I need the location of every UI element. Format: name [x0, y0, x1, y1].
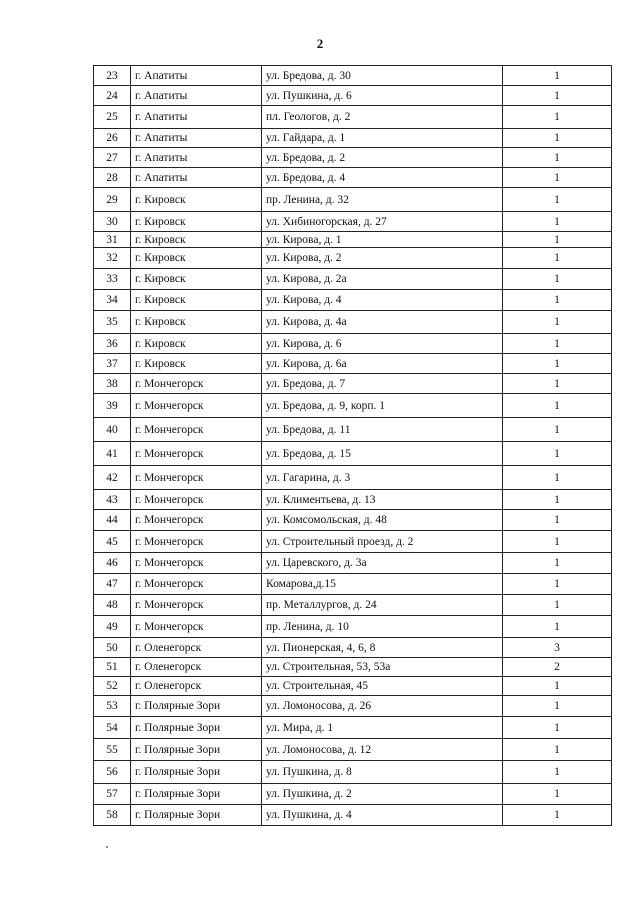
table-row: [94, 374, 612, 394]
table-row: [94, 638, 612, 658]
address-cell: Комарова,д.15: [262, 574, 503, 595]
table-row: [94, 805, 612, 826]
count-cell: 1: [503, 334, 612, 354]
row-number-cell: 27: [94, 148, 131, 168]
city-cell: г. Кировск: [131, 334, 262, 354]
address-cell: ул. Царевского, д. 3а: [262, 553, 503, 574]
row-number-cell: 36: [94, 334, 131, 354]
address-cell: ул. Кирова, д. 4: [262, 290, 503, 311]
address-cell: ул. Бредова, д. 11: [262, 418, 503, 442]
address-cell: пр. Ленина, д. 10: [262, 616, 503, 638]
city-cell: г. Мончегорск: [131, 394, 262, 418]
table-row: [94, 66, 612, 86]
count-cell: 1: [503, 805, 612, 826]
city-cell: г. Кировск: [131, 232, 262, 248]
city-cell: г. Мончегорск: [131, 574, 262, 595]
row-number-cell: 56: [94, 761, 131, 784]
address-cell: пр. Ленина, д. 32: [262, 188, 503, 212]
table-row: [94, 784, 612, 805]
row-number-cell: 51: [94, 658, 131, 677]
count-cell: 1: [503, 106, 612, 129]
address-cell: ул. Кирова, д. 6а: [262, 354, 503, 374]
city-cell: г. Полярные Зори: [131, 696, 262, 717]
row-number-cell: 40: [94, 418, 131, 442]
row-number-cell: 47: [94, 574, 131, 595]
row-number-cell: 31: [94, 232, 131, 248]
count-cell: 1: [503, 442, 612, 466]
row-number-cell: 39: [94, 394, 131, 418]
table-row: [94, 490, 612, 510]
table-row: [94, 129, 612, 148]
address-cell: ул. Бредова, д. 15: [262, 442, 503, 466]
row-number-cell: 45: [94, 531, 131, 553]
city-cell: г. Кировск: [131, 290, 262, 311]
address-cell: ул. Кирова, д. 2а: [262, 269, 503, 290]
row-number-cell: 54: [94, 717, 131, 739]
row-number-cell: 44: [94, 510, 131, 531]
address-cell: ул. Пушкина, д. 4: [262, 805, 503, 826]
address-cell: ул. Пушкина, д. 6: [262, 86, 503, 106]
table-row: [94, 394, 612, 418]
address-cell: ул. Кирова, д. 1: [262, 232, 503, 248]
count-cell: 1: [503, 761, 612, 784]
city-cell: г. Кировск: [131, 269, 262, 290]
city-cell: г. Мончегорск: [131, 418, 262, 442]
table-row: [94, 466, 612, 490]
row-number-cell: 29: [94, 188, 131, 212]
address-cell: пл. Геологов, д. 2: [262, 106, 503, 129]
count-cell: 1: [503, 739, 612, 761]
address-cell: ул. Строительная, 45: [262, 677, 503, 696]
count-cell: 2: [503, 658, 612, 677]
row-number-cell: 32: [94, 248, 131, 269]
address-cell: ул. Строительная, 53, 53а: [262, 658, 503, 677]
table-row: [94, 658, 612, 677]
address-cell: ул. Гагарина, д. 3: [262, 466, 503, 490]
table-row: [94, 354, 612, 374]
count-cell: 1: [503, 595, 612, 616]
row-number-cell: 37: [94, 354, 131, 374]
row-number-cell: 49: [94, 616, 131, 638]
city-cell: г. Полярные Зори: [131, 761, 262, 784]
address-cell: пр. Металлургов, д. 24: [262, 595, 503, 616]
count-cell: 1: [503, 66, 612, 86]
row-number-cell: 34: [94, 290, 131, 311]
address-cell: ул. Мира, д. 1: [262, 717, 503, 739]
address-cell: ул. Кирова, д. 6: [262, 334, 503, 354]
table-row: [94, 232, 612, 248]
address-cell: ул. Комсомольская, д. 48: [262, 510, 503, 531]
city-cell: г. Мончегорск: [131, 442, 262, 466]
count-cell: 1: [503, 374, 612, 394]
city-cell: г. Оленегорск: [131, 638, 262, 658]
count-cell: 1: [503, 212, 612, 232]
table-row: [94, 677, 612, 696]
table-row: [94, 717, 612, 739]
city-cell: г. Оленегорск: [131, 677, 262, 696]
city-cell: г. Полярные Зори: [131, 805, 262, 826]
address-cell: ул. Климентьева, д. 13: [262, 490, 503, 510]
city-cell: г. Кировск: [131, 248, 262, 269]
address-cell: ул. Гайдара, д. 1: [262, 129, 503, 148]
row-number-cell: 57: [94, 784, 131, 805]
table-row: [94, 269, 612, 290]
address-cell: ул. Ломоносова, д. 26: [262, 696, 503, 717]
count-cell: 1: [503, 616, 612, 638]
address-cell: ул. Кирова, д. 4а: [262, 311, 503, 334]
city-cell: г. Мончегорск: [131, 490, 262, 510]
address-cell: ул. Пушкина, д. 2: [262, 784, 503, 805]
city-cell: г. Апатиты: [131, 106, 262, 129]
row-number-cell: 25: [94, 106, 131, 129]
address-cell: ул. Бредова, д. 30: [262, 66, 503, 86]
city-cell: г. Мончегорск: [131, 616, 262, 638]
count-cell: 1: [503, 290, 612, 311]
city-cell: г. Апатиты: [131, 168, 262, 188]
row-number-cell: 35: [94, 311, 131, 334]
table-row: [94, 442, 612, 466]
city-cell: г. Мончегорск: [131, 553, 262, 574]
count-cell: 1: [503, 232, 612, 248]
count-cell: 1: [503, 188, 612, 212]
city-cell: г. Апатиты: [131, 86, 262, 106]
city-cell: г. Полярные Зори: [131, 717, 262, 739]
row-number-cell: 38: [94, 374, 131, 394]
address-cell: ул. Бредова, д. 9, корп. 1: [262, 394, 503, 418]
city-cell: г. Мончегорск: [131, 595, 262, 616]
table-row: [94, 290, 612, 311]
count-cell: 1: [503, 269, 612, 290]
row-number-cell: 28: [94, 168, 131, 188]
address-cell: ул. Бредова, д. 2: [262, 148, 503, 168]
table-row: [94, 418, 612, 442]
table-row: [94, 248, 612, 269]
table-row: [94, 531, 612, 553]
address-cell: ул. Пушкина, д. 8: [262, 761, 503, 784]
table-row: [94, 696, 612, 717]
city-cell: г. Кировск: [131, 212, 262, 232]
address-cell: ул. Строительный проезд, д. 2: [262, 531, 503, 553]
address-cell: ул. Пионерская, 4, 6, 8: [262, 638, 503, 658]
city-cell: г. Апатиты: [131, 148, 262, 168]
address-cell: ул. Бредова, д. 7: [262, 374, 503, 394]
table-row: [94, 334, 612, 354]
table-row: [94, 212, 612, 232]
count-cell: 1: [503, 574, 612, 595]
count-cell: 1: [503, 553, 612, 574]
table-row: [94, 148, 612, 168]
city-cell: г. Полярные Зори: [131, 784, 262, 805]
page-number: 2: [316, 36, 324, 51]
count-cell: 1: [503, 510, 612, 531]
count-cell: 1: [503, 148, 612, 168]
count-cell: 1: [503, 696, 612, 717]
table-row: [94, 574, 612, 595]
count-cell: 1: [503, 168, 612, 188]
row-number-cell: 55: [94, 739, 131, 761]
city-cell: г. Оленегорск: [131, 658, 262, 677]
row-number-cell: 30: [94, 212, 131, 232]
city-cell: г. Мончегорск: [131, 466, 262, 490]
row-number-cell: 23: [94, 66, 131, 86]
address-cell: ул. Хибиногорская, д. 27: [262, 212, 503, 232]
city-cell: г. Кировск: [131, 311, 262, 334]
table-row: [94, 311, 612, 334]
table-row: [94, 188, 612, 212]
city-cell: г. Апатиты: [131, 66, 262, 86]
row-number-cell: 26: [94, 129, 131, 148]
table-row: [94, 106, 612, 129]
row-number-cell: 33: [94, 269, 131, 290]
city-cell: г. Мончегорск: [131, 531, 262, 553]
city-cell: г. Кировск: [131, 188, 262, 212]
city-cell: г. Кировск: [131, 354, 262, 374]
row-number-cell: 41: [94, 442, 131, 466]
count-cell: 1: [503, 129, 612, 148]
count-cell: 1: [503, 784, 612, 805]
row-number-cell: 50: [94, 638, 131, 658]
count-cell: 1: [503, 466, 612, 490]
count-cell: 1: [503, 248, 612, 269]
row-number-cell: 53: [94, 696, 131, 717]
row-number-cell: 46: [94, 553, 131, 574]
row-number-cell: 48: [94, 595, 131, 616]
table-row: [94, 168, 612, 188]
count-cell: 1: [503, 418, 612, 442]
city-cell: г. Мончегорск: [131, 510, 262, 531]
address-cell: ул. Ломоносова, д. 12: [262, 739, 503, 761]
address-cell: ул. Кирова, д. 2: [262, 248, 503, 269]
city-cell: г. Полярные Зори: [131, 739, 262, 761]
count-cell: 3: [503, 638, 612, 658]
row-number-cell: 24: [94, 86, 131, 106]
table-row: [94, 761, 612, 784]
address-cell: ул. Бредова, д. 4: [262, 168, 503, 188]
row-number-cell: 42: [94, 466, 131, 490]
count-cell: 1: [503, 677, 612, 696]
row-number-cell: 58: [94, 805, 131, 826]
table-row: [94, 553, 612, 574]
table-row: [94, 86, 612, 106]
count-cell: 1: [503, 86, 612, 106]
count-cell: 1: [503, 394, 612, 418]
count-cell: 1: [503, 490, 612, 510]
table-row: [94, 510, 612, 531]
count-cell: 1: [503, 717, 612, 739]
count-cell: 1: [503, 531, 612, 553]
city-cell: г. Мончегорск: [131, 374, 262, 394]
table-row: [94, 739, 612, 761]
table-row: [94, 595, 612, 616]
city-cell: г. Апатиты: [131, 129, 262, 148]
row-number-cell: 43: [94, 490, 131, 510]
table-row: [94, 616, 612, 638]
address-table: [93, 65, 612, 826]
scan-speck: [106, 846, 108, 848]
count-cell: 1: [503, 311, 612, 334]
count-cell: 1: [503, 354, 612, 374]
row-number-cell: 52: [94, 677, 131, 696]
